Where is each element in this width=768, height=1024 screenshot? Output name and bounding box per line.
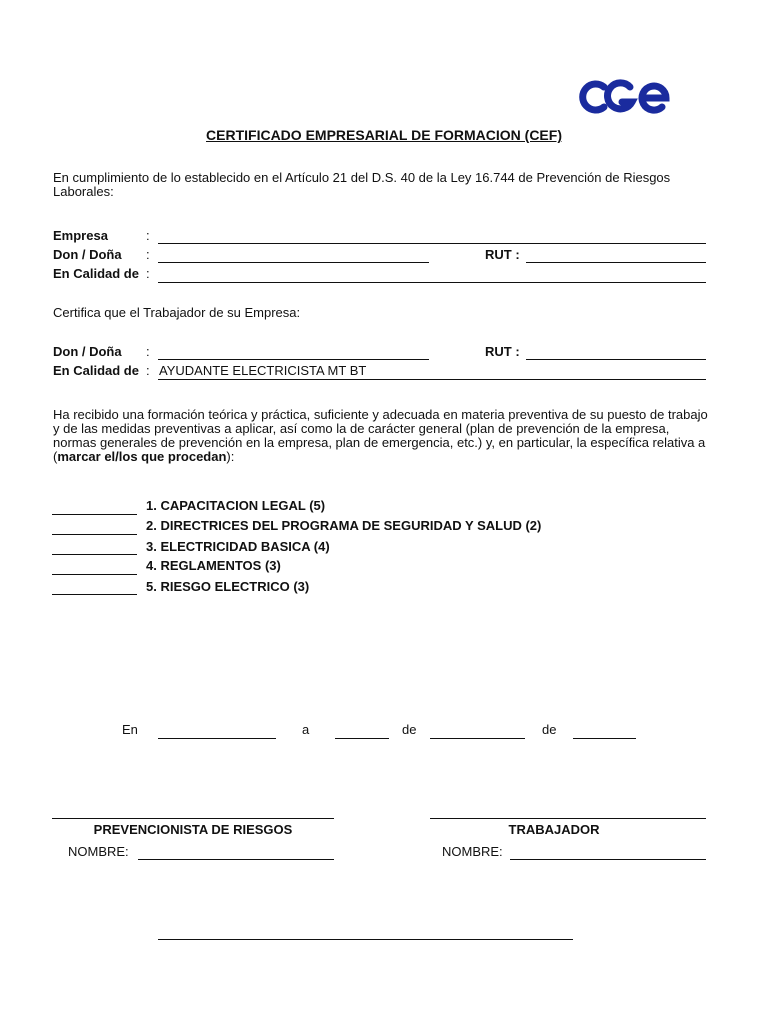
course-item: 3. ELECTRICIDAD BASICA (4): [146, 539, 330, 554]
formation-text-end: ):: [226, 449, 235, 464]
course-item: 2. DIRECTRICES DEL PROGRAMA DE SEGURIDAD Y SALUD (2): [146, 518, 542, 533]
course-item: 5. RIESGO ELECTRICO (3): [146, 579, 310, 594]
worker-don-field[interactable]: [158, 359, 429, 360]
don-colon: :: [146, 247, 150, 262]
page-title: CERTIFICADO EMPRESARIAL DE FORMACION (CEF): [206, 127, 562, 143]
formation-text: Ha recibido una formación teórica y práctica, suficiente y adecuada en materia preventiva de su puesto de trabajo y de las medidas preventivas a aplicar, así como la de carácter general (plan de prevención de la empresa, normas generales de prevención en la empresa, plan de emergencia, etc.) y, en particular, la específica relativa a (: [53, 407, 708, 464]
worker-rut-field[interactable]: [526, 359, 706, 360]
date-month-field[interactable]: [430, 738, 525, 739]
formation-paragraph: [53, 408, 708, 464]
date-a-label: a: [302, 722, 310, 737]
worker-calidad-colon: :: [146, 363, 150, 378]
calidad-colon: :: [146, 266, 150, 281]
certifica-text: Certifica que el Trabajador de su Empresa:: [53, 305, 301, 320]
course-check-line[interactable]: [52, 594, 137, 595]
course-check-line[interactable]: [52, 514, 137, 515]
cge-logo: [578, 78, 670, 116]
prevencionista-nombre-label: NOMBRE:: [68, 844, 129, 859]
date-de-label: de: [542, 722, 557, 737]
prevencionista-title: PREVENCIONISTA DE RIESGOS: [93, 822, 293, 837]
trabajador-signature-line[interactable]: [430, 818, 706, 819]
empresa-field[interactable]: [158, 243, 706, 244]
empresa-colon: :: [146, 228, 150, 243]
course-check-line[interactable]: [52, 554, 137, 555]
worker-calidad-value: AYUDANTE ELECTRICISTA MT BT: [159, 363, 367, 378]
calidad-label: En Calidad de: [53, 266, 139, 281]
trabajador-nombre-label: NOMBRE:: [442, 844, 503, 859]
worker-calidad-label: En Calidad de: [53, 363, 139, 378]
empresa-label: Empresa: [53, 228, 108, 243]
trabajador-nombre-field[interactable]: [510, 859, 706, 860]
worker-don-colon: :: [146, 344, 150, 359]
date-de-label: de: [402, 722, 417, 737]
date-year-field[interactable]: [573, 738, 636, 739]
formation-text-bold: marcar el/los que procedan: [57, 449, 227, 464]
worker-rut-label: RUT :: [485, 344, 520, 359]
bottom-signature-line[interactable]: [158, 939, 573, 940]
date-day-field[interactable]: [335, 738, 389, 739]
course-item: 1. CAPACITACION LEGAL (5): [146, 498, 326, 513]
rut-field[interactable]: [526, 262, 706, 263]
worker-don-label: Don / Doña: [53, 344, 122, 359]
worker-calidad-field[interactable]: [158, 379, 706, 380]
prevencionista-signature-line[interactable]: [52, 818, 334, 819]
prevencionista-nombre-field[interactable]: [138, 859, 334, 860]
course-check-line[interactable]: [52, 574, 137, 575]
trabajador-title: TRABAJADOR: [508, 822, 600, 837]
course-item: 4. REGLAMENTOS (3): [146, 558, 281, 573]
course-check-line[interactable]: [52, 534, 137, 535]
date-place-field[interactable]: [158, 738, 276, 739]
intro-paragraph: En cumplimiento de lo establecido en el Artículo 21 del D.S. 40 de la Ley 16.744 de Prevención de Riesgos Laborales:: [53, 170, 671, 199]
date-en-label: En: [122, 722, 138, 737]
don-label: Don / Doña: [53, 247, 122, 262]
rut-label: RUT :: [485, 247, 520, 262]
don-field[interactable]: [158, 262, 429, 263]
calidad-field[interactable]: [158, 282, 706, 283]
